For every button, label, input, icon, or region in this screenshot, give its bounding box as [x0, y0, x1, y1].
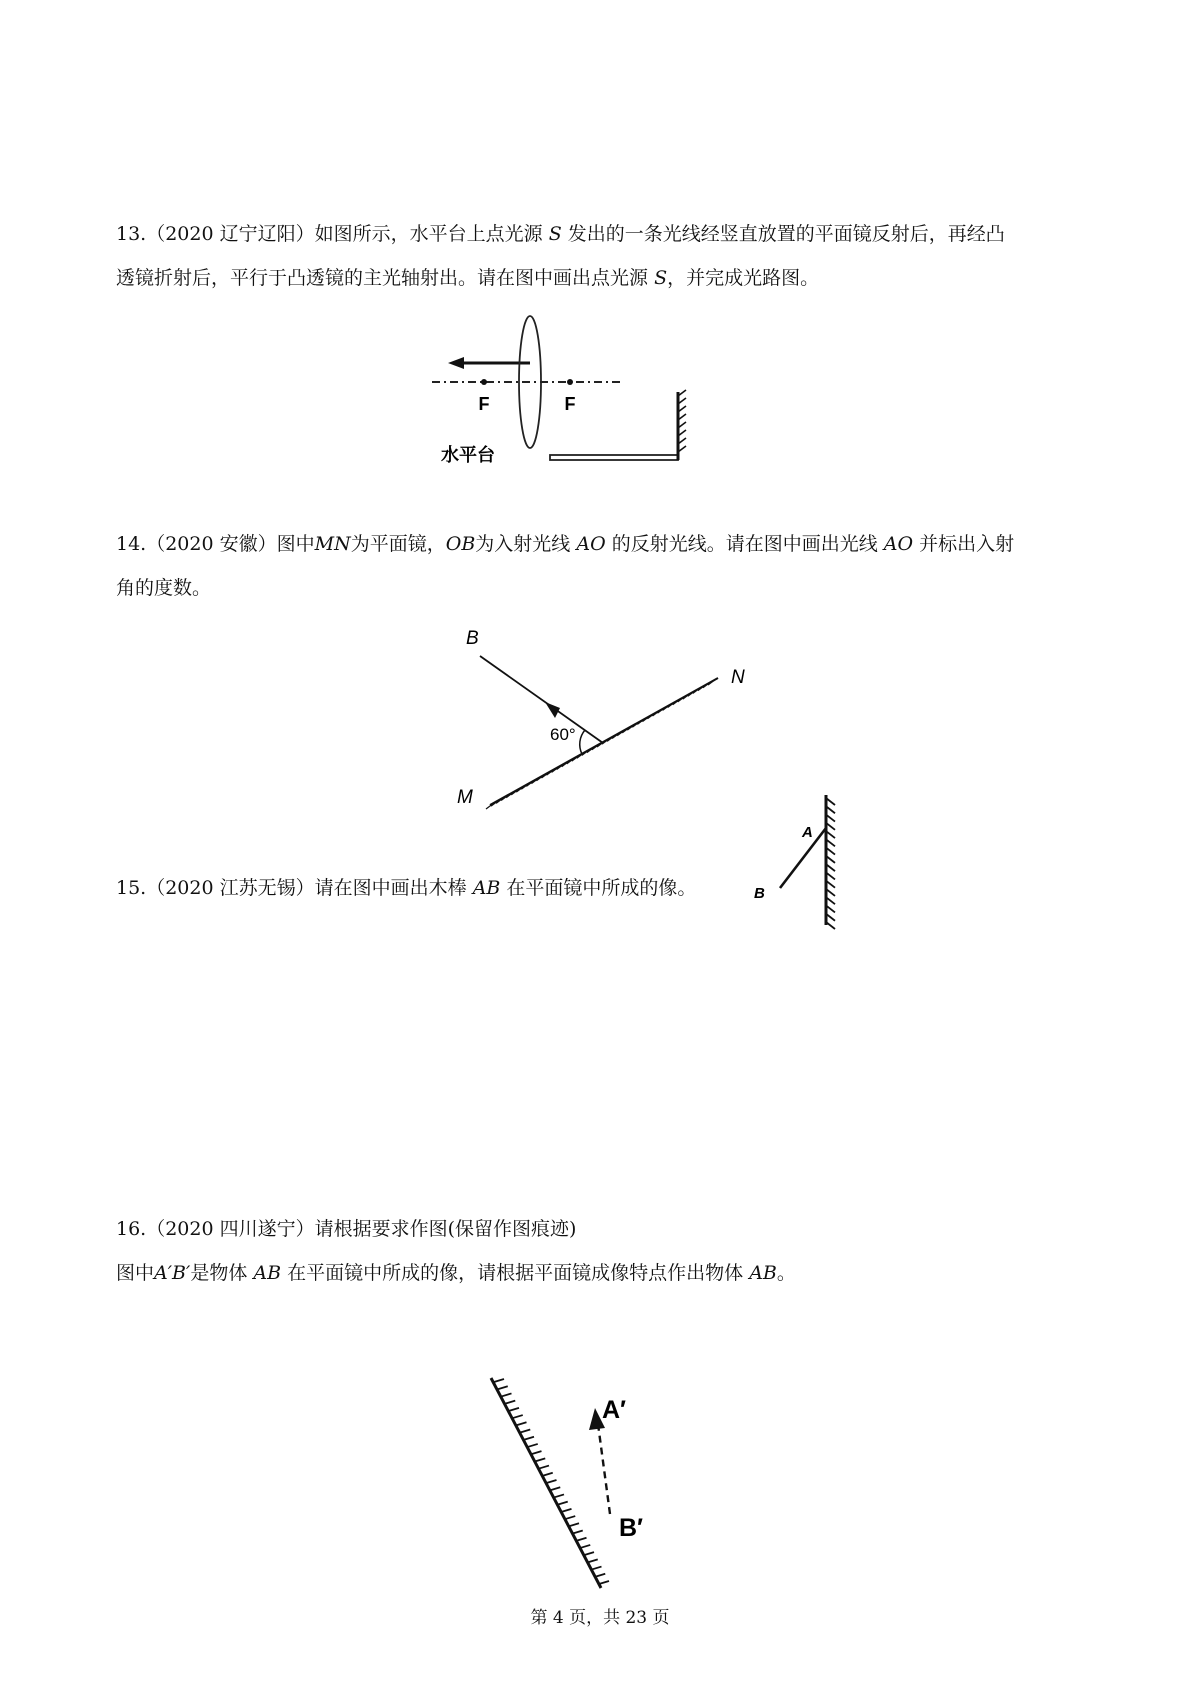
question-source: （2020 安徽）: [146, 533, 277, 555]
angle-label: 60°: [550, 725, 576, 744]
question-14: [116, 522, 1096, 610]
question-text: 在平面镜中所成的像，请根据平面镜成像特点作出物体: [287, 1262, 744, 1284]
mirror-hatching: [494, 1379, 609, 1584]
variable-ab: AB: [749, 1262, 777, 1284]
figure-stick-mirror: [750, 790, 870, 940]
question-text: 发出的一条光线经竖直放置的平面镜反射后，再经凸: [567, 223, 1005, 245]
question-text: 的反射光线。请在图中画出光线: [611, 533, 878, 555]
variable-s: S: [654, 267, 668, 289]
figure-image-mirror: [480, 1360, 740, 1600]
question-number: 16.: [116, 1218, 147, 1240]
variable-ao: AO: [883, 533, 914, 555]
question-text: 为入射光线: [475, 533, 571, 555]
question-text: 如图所示，水平台上点光源: [314, 223, 543, 245]
variable-ab: AB: [253, 1262, 282, 1284]
label-m: M: [457, 787, 473, 808]
variable-mn: MN: [314, 533, 351, 555]
question-text: 图中: [116, 1262, 155, 1284]
question-number: 14.: [116, 533, 147, 555]
variable-ob: OB: [445, 533, 476, 555]
variable-ao: AO: [576, 533, 606, 555]
question-text: ，并完成光路图。: [667, 267, 820, 289]
question-text: 角的度数。: [116, 577, 212, 599]
label-a-prime: A′: [602, 1396, 627, 1424]
variable-s: S: [548, 223, 562, 245]
question-number: 15.: [116, 877, 147, 899]
question-15: [116, 866, 736, 910]
question-16: [116, 1207, 1096, 1295]
question-16-line-1: [116, 1207, 1096, 1251]
platform-label: 水平台: [441, 445, 495, 465]
focus-label-right: F: [564, 394, 576, 414]
figure-lens-mirror: [0, 320, 1200, 470]
question-13: [116, 212, 1096, 300]
question-15-line-1: [116, 866, 736, 910]
question-text: 为平面镜，: [350, 533, 446, 555]
figure-plane-mirror-reflection: [0, 610, 1200, 810]
question-16-line-2: [116, 1251, 1096, 1295]
question-source: （2020 辽宁辽阳）: [146, 223, 315, 245]
question-text: 请根据要求作图(保留作图痕迹): [314, 1218, 577, 1240]
question-text: 图中: [276, 533, 315, 555]
question-text: 并标出入射: [919, 533, 1015, 555]
question-13-line-1: [116, 212, 1096, 256]
question-14-line-1: [116, 522, 1096, 566]
page-footer: 第 4 页，共 23 页: [530, 1608, 670, 1628]
label-a: A: [802, 824, 813, 841]
label-b-prime: B′: [619, 1514, 644, 1542]
question-text: 请在图中画出木棒: [314, 877, 467, 899]
question-source: （2020 四川遂宁）: [146, 1218, 315, 1240]
mirror-hatching: [486, 679, 716, 809]
question-text: 透镜折射后，平行于凸透镜的主光轴射出。请在图中画出点光源: [116, 267, 649, 289]
question-text: 在平面镜中所成的像。: [506, 877, 697, 899]
question-source: （2020 江苏无锡）: [146, 877, 315, 899]
question-number: 13.: [116, 223, 147, 245]
question-13-line-2: [116, 256, 1096, 300]
variable-a-prime-b-prime: A′B′: [154, 1262, 191, 1284]
question-text: 是物体: [190, 1262, 248, 1284]
focus-label-left: F: [478, 394, 490, 414]
label-b: B: [754, 885, 765, 902]
label-n: N: [731, 667, 745, 688]
question-text: 。: [776, 1262, 796, 1284]
label-b: B: [466, 628, 479, 649]
variable-ab: AB: [472, 877, 501, 899]
question-14-line-2: [116, 566, 1096, 610]
